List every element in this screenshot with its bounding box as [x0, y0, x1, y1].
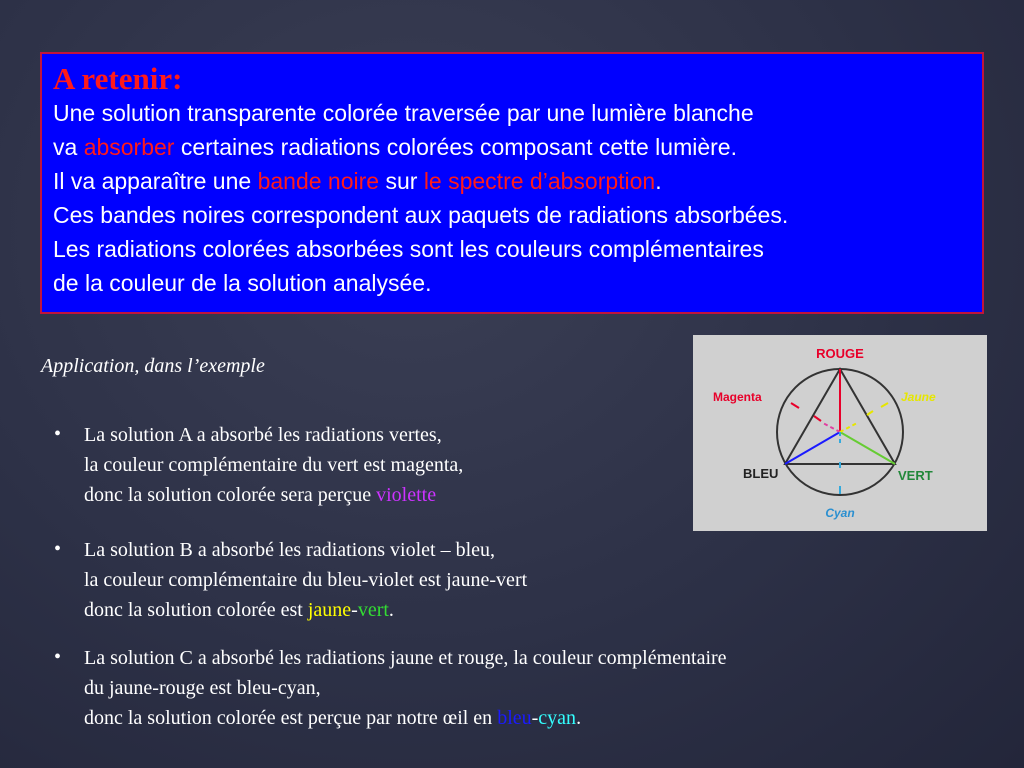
- bullet-a-line-3-text: donc la solution colorée sera perçue: [84, 484, 377, 506]
- bullet-c-line-1: La solution C a absorbé les radiations jaune et rouge, la couleur complémentaire: [84, 647, 727, 669]
- retenir-line-2-a: va: [53, 134, 84, 160]
- bullet-marker: •: [54, 646, 62, 668]
- bullet-marker: •: [54, 538, 62, 560]
- magenta-tick-2: [814, 416, 821, 421]
- period: .: [388, 599, 394, 621]
- retenir-line-2-c: certaines radiations colorées composant cette lumière.: [174, 134, 737, 160]
- bullet-solution-b: [84, 535, 527, 625]
- retenir-line-4: Ces bandes noires correspondent aux paquets de radiations absorbées.: [53, 202, 789, 228]
- yellow-tick-1: [867, 411, 873, 415]
- dash: -: [351, 599, 358, 621]
- cyan-label: Cyan: [825, 506, 855, 520]
- violette-word: violette: [376, 484, 437, 506]
- spectre-highlight: le spectre d’absorption: [423, 168, 656, 194]
- magenta-label: Magenta: [713, 390, 762, 404]
- jaune-label: Jaune: [901, 390, 936, 404]
- vert-label: VERT: [898, 468, 933, 483]
- bullet-b-line-2: la couleur complémentaire du bleu-violet est jaune-vert: [84, 569, 528, 591]
- retenir-line-3: [53, 164, 970, 198]
- bullet-a-line-2: la couleur complémentaire du vert est magenta,: [84, 454, 464, 476]
- bullet-a-line-3: [84, 480, 463, 510]
- bullet-c-line-3-text: donc la solution colorée est perçue par notre œil en: [84, 707, 498, 729]
- magenta-dash: [823, 423, 840, 432]
- retenir-line-3-a: Il va apparaître une: [53, 168, 258, 194]
- period: .: [576, 707, 582, 729]
- vert-word: vert: [357, 599, 389, 621]
- bullet-b-line-1: La solution B a absorbé les radiations violet – bleu,: [84, 539, 496, 561]
- retenir-line-3-e: .: [655, 168, 662, 194]
- bleu-label: BLEU: [743, 466, 779, 481]
- bullet-solution-c: [84, 643, 727, 733]
- bande-noire-highlight: bande noire: [257, 168, 380, 194]
- bullet-solution-a: [84, 420, 463, 510]
- bullet-b-line-3: [84, 595, 527, 625]
- retenir-line-6: de la couleur de la solution analysée.: [53, 270, 432, 296]
- retenir-line-2: [53, 130, 970, 164]
- absorber-highlight: absorber: [83, 134, 175, 160]
- a-retenir-box: [40, 52, 984, 314]
- color-wheel-diagram: [693, 335, 987, 531]
- color-wheel-svg: [693, 335, 987, 531]
- magenta-tick-1: [791, 403, 799, 408]
- cyan-word: cyan: [538, 707, 577, 729]
- dash: -: [531, 707, 539, 729]
- retenir-line-3-c: sur: [379, 168, 424, 194]
- application-subtitle: Application, dans l’exemple: [41, 355, 265, 377]
- yellow-tick-2: [881, 403, 888, 407]
- retenir-line-1: Une solution transparente colorée traversée par une lumière blanche: [53, 100, 754, 126]
- bullet-marker: •: [54, 423, 62, 445]
- jaune-word: jaune: [307, 599, 352, 621]
- rouge-label: ROUGE: [816, 346, 864, 361]
- bullet-a-line-1: La solution A a absorbé les radiations vertes,: [84, 424, 442, 446]
- retenir-title: A retenir:: [53, 61, 183, 96]
- bullet-c-line-2: du jaune-rouge est bleu-cyan,: [84, 677, 321, 699]
- yellow-dash: [840, 423, 857, 432]
- retenir-line-5: Les radiations colorées absorbées sont les couleurs complémentaires: [53, 236, 764, 262]
- bullet-c-line-3: [84, 703, 727, 733]
- bullet-b-line-3-text: donc la solution colorée est: [84, 599, 308, 621]
- bleu-word: bleu: [497, 707, 532, 729]
